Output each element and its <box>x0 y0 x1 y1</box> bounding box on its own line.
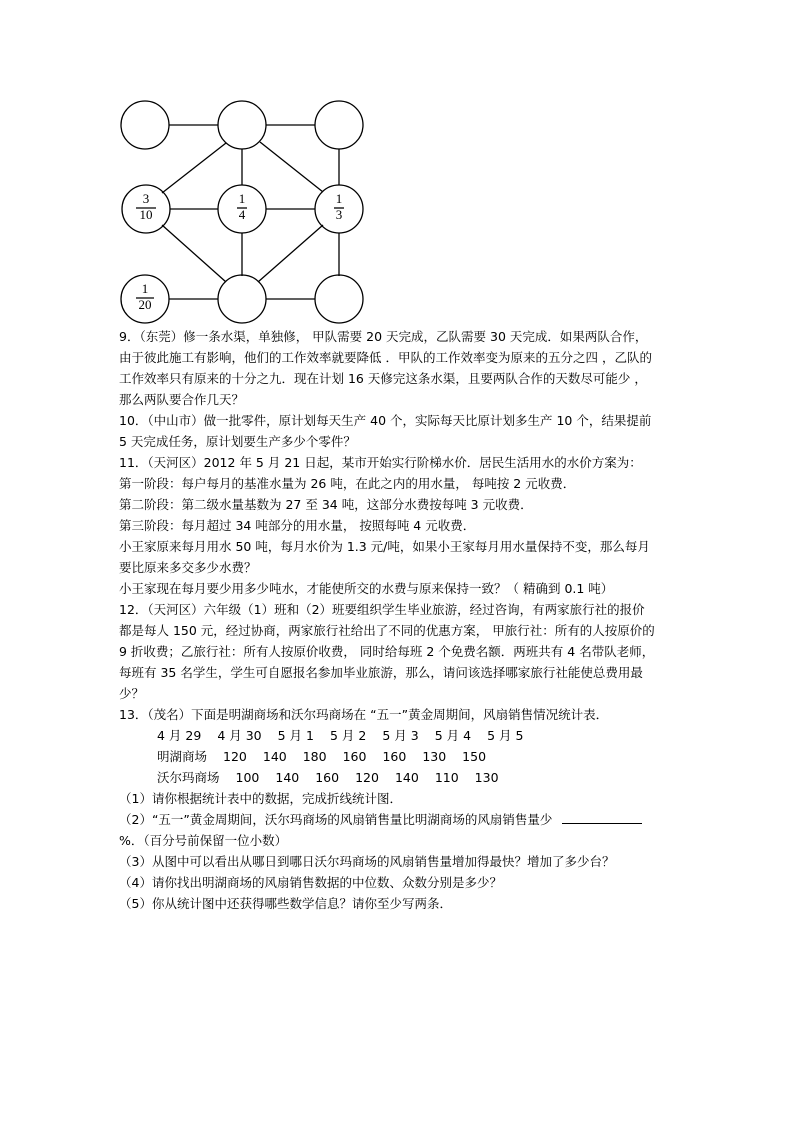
text-line: 由于彼此施工有影响，他们的工作效率就要降低 ．甲队的工作效率变为原来的五分之四 ，乙队的 <box>119 350 652 365</box>
question-4: （4）请你找出明湖商场的风扇销售数据的中位数、众数分别是多少？ <box>119 875 502 890</box>
value-cell: 160 <box>342 749 367 764</box>
text-line: 13．（茂名）下面是明湖商场和沃尔玛商场在 “五一”黄金周期间，风扇销售情况统计表． <box>119 707 609 722</box>
table-header-row <box>119 725 679 746</box>
text-line: 都是每人 150 元，经过协商，两家旅行社给出了不同的优惠方案， 甲旅行社：所有的人按原价的 <box>119 623 655 638</box>
edge <box>162 143 226 193</box>
text-line: 小王家现在每月要少用多少吨水，才能使所交的水费与原来保持一致？（ 精确到 0.1 吨） <box>119 581 614 596</box>
date-cell: 5 月 3 <box>382 728 419 743</box>
value-cell: 160 <box>382 749 407 764</box>
value-cell: 150 <box>462 749 487 764</box>
text-line: 工作效率只有原来的十分之九．现在计划 16 天修完这条水渠，且要两队合作的天数尽可能少 ， <box>119 371 647 386</box>
text-line: 第三阶段：每月超过 34 吨部分的用水量， 按照每吨 4 元收费． <box>119 518 476 533</box>
text-line: 少？ <box>119 686 145 701</box>
text-line: 第二阶段：第二级水量基数为 27 至 34 吨，这部分水费按每吨 3 元收费． <box>119 497 533 512</box>
date-cell: 5 月 1 <box>277 728 314 743</box>
value-cell: 120 <box>355 770 379 785</box>
fraction-numerator: 3 <box>142 191 150 206</box>
fraction-denominator: 20 <box>138 297 152 312</box>
question-2 <box>119 809 679 830</box>
value-cell: 140 <box>394 770 419 785</box>
question-3: （3）从图中可以看出从哪日到哪日沃尔玛商场的风扇销售量增加得最快？增加了多少台？ <box>119 854 615 869</box>
fraction-numerator: 1 <box>238 191 246 206</box>
question-5: （5）你从统计图中还获得哪些数学信息？请你至少写两条． <box>119 896 452 911</box>
fraction-numerator: 1 <box>335 191 343 206</box>
value-cell: 180 <box>302 749 327 764</box>
value-cell: 140 <box>275 770 300 785</box>
value-cell: 120 <box>223 749 247 764</box>
text-line: 9 折收费；乙旅行社：所有人按原价收费， 同时给每班 2 个免费名额．两班共有 4 名带队老师， <box>119 644 655 659</box>
fraction-numerator: 1 <box>141 281 149 296</box>
store-name: 明湖商场 <box>157 749 208 764</box>
date-cell: 5 月 5 <box>487 728 524 743</box>
store-name: 沃尔玛商场 <box>157 770 220 785</box>
value-cell: 160 <box>315 770 340 785</box>
problem-text <box>119 326 679 914</box>
edge <box>260 142 323 192</box>
text-line: 小王家原来每月用水 50 吨，每月水价为 1.3 元/吨，如果小王家每月用水量保持不变，那么每月 <box>119 539 650 554</box>
circle-top-left <box>121 101 169 149</box>
date-cell: 4 月 29 <box>157 728 202 743</box>
table-row <box>119 746 679 767</box>
question-2-continued: %．（百分号前保留一位小数） <box>119 833 288 848</box>
edge <box>258 225 323 282</box>
text-line: 5 天完成任务，原计划要生产多少个零件？ <box>119 434 356 449</box>
fraction-denominator: 3 <box>335 207 343 222</box>
value-cell: 110 <box>434 770 459 785</box>
date-cell: 5 月 4 <box>434 728 472 743</box>
circle-top-middle <box>218 101 266 149</box>
table-row <box>119 767 679 788</box>
text-line: 11．（天河区）2012 年 5 月 21 日起，某市开始实行阶梯水价．居民生活用水的水价方案为： <box>119 455 642 470</box>
edge <box>162 225 226 282</box>
value-cell: 140 <box>262 749 287 764</box>
fraction-denominator: 10 <box>139 207 153 222</box>
number-grid-diagram <box>118 96 378 324</box>
value-cell: 130 <box>422 749 447 764</box>
circle-bottom-middle <box>218 275 266 323</box>
text-line: 那么两队要合作几天？ <box>119 392 245 407</box>
date-cell: 4 月 30 <box>217 728 262 743</box>
circle-bottom-right <box>315 275 363 323</box>
value-cell: 100 <box>235 770 260 785</box>
fraction-denominator: 4 <box>238 207 246 222</box>
text-line: 10．（中山市）做一批零件，原计划每天生产 40 个，实际每天比原计划多生产 10 个，结果提前 <box>119 413 652 428</box>
question-2-text: （2）“五一”黄金周期间，沃尔玛商场的风扇销售量比明湖商场的风扇销售量少 <box>119 812 553 827</box>
text-line: 每班有 35 名学生，学生可自愿报名参加毕业旅游，那么，请问该选择哪家旅行社能使总费用最 <box>119 665 643 680</box>
text-line: 12．（天河区）六年级（1）班和（2）班要组织学生毕业旅游，经过咨询，有两家旅行社的报价 <box>119 602 645 617</box>
question-1: （1）请你根据统计表中的数据，完成折线统计图． <box>119 791 402 806</box>
answer-blank[interactable] <box>562 809 642 824</box>
date-cell: 5 月 2 <box>329 728 367 743</box>
circle-top-right <box>315 101 363 149</box>
text-line: 第一阶段：每户每月的基准水量为 26 吨，在此之内的用水量， 每吨按 2 元收费． <box>119 476 576 491</box>
text-line: 9．（东莞）修一条水渠，单独修， 甲队需要 20 天完成，乙队需要 30 天完成．如果两队合作， <box>119 329 648 344</box>
value-cell: 130 <box>474 770 499 785</box>
text-line: 要比原来多交多少水费？ <box>119 560 257 575</box>
